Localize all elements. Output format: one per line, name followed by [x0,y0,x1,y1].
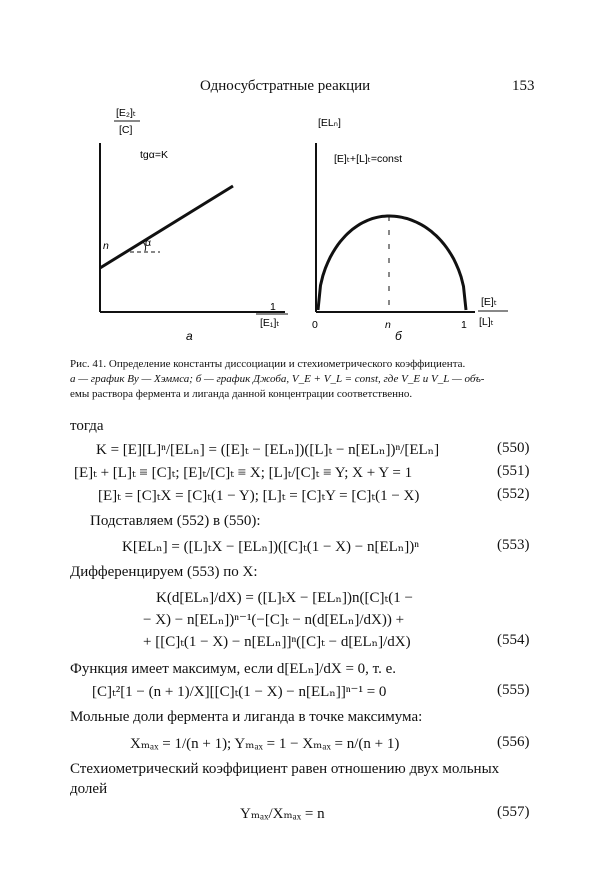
left-xlabel-numerator: 1 [270,301,276,313]
equation-551: [E]ₜ + [L]ₜ ≡ [C]ₜ; [E]ₜ/[C]ₜ ≡ X; [L]ₜ/[C]ₜ ≡ Y; X + Y = 1 [74,465,413,481]
right-panel-label: б [395,329,402,343]
job-plot [312,117,508,343]
equation-553: K[ELₙ] = ([L]ₜX − [ELₙ])([C]ₜ(1 − X) − n[ELₙ])ⁿ [122,539,419,555]
equation-number-550: (550) [497,440,530,456]
equation-554-line-3: + [[C]ₜ(1 − X) − n[ELₙ]]ⁿ([C]ₜ − d[ELₙ]/dX) [143,634,411,650]
left-ylabel-denominator: [C] [119,124,133,136]
equation-557: Yₘₐₓ/Xₘₐₓ = n [240,806,325,822]
job-curve [318,216,466,310]
figure-41 [0,100,600,350]
left-panel-label: а [186,329,193,343]
equation-550: K = [E][L]ⁿ/[ELₙ] = ([E]ₜ − [ELₙ])([L]ₜ − n[ELₙ])ⁿ/[ELₙ] [96,442,440,458]
right-annotation: [E]ₜ+[L]ₜ=const [334,153,403,165]
right-xlabel-denominator: [L]ₜ [479,316,494,328]
right-tick-0: 0 [312,319,318,331]
text-coefficient-line-2: долей [70,781,108,797]
equation-number-551: (551) [497,463,530,479]
equation-554-line-2: − X) − n[ELₙ])ⁿ⁻¹(−[C]ₜ − n(d[ELₙ]/dX)) + [143,612,405,628]
caption-line-3: емы раствора фермента и лиганда данной концентрации соответственно. [70,388,413,400]
equation-556: Xₘₐₓ = 1/(n + 1); Yₘₐₓ = 1 − Xₘₐₓ = n/(n + 1) [130,736,400,752]
right-tick-n: n [385,319,391,331]
page-number: 153 [512,78,535,94]
left-regression-line [100,186,233,268]
equation-555: [C]ₜ²[1 − (n + 1)/X][[C]ₜ(1 − X) − n[ELₙ]]ⁿ⁻¹ = 0 [92,684,387,700]
text-substitute: Подставляем (552) в (550): [90,513,261,529]
left-xlabel-denominator: [E₁]ₜ [260,317,280,329]
text-maximum: Функция имеет максимум, если d[ELₙ]/dX = 0, т. е. [70,661,396,677]
equation-number-552: (552) [497,486,530,502]
text-mole-fractions: Мольные доли фермента и лиганда в точке максимума: [70,709,423,725]
equation-554-line-1: K(d[ELₙ]/dX) = ([L]ₜX − [ELₙ])n([C]ₜ(1 − [156,590,413,606]
text-differentiate: Дифференцируем (553) по X: [70,564,258,580]
equation-552: [E]ₜ = [C]ₜX = [C]ₜ(1 − Y); [L]ₜ = [C]ₜY = [C]ₜ(1 − X) [98,488,420,504]
right-tick-1: 1 [461,319,467,331]
caption-line-1: Рис. 41. Определение константы диссоциации и стехиометрического коэффициента. [70,358,466,370]
right-ylabel: [ELₙ] [318,117,341,129]
wu-hammes-plot [100,107,288,343]
equation-number-554: (554) [497,632,530,648]
equation-number-557: (557) [497,804,530,820]
left-annotation-tg: tgα=K [140,149,168,161]
left-angle-label: α [145,237,152,249]
equation-number-553: (553) [497,537,530,553]
text-coefficient-line-1: Стехиометрический коэффициент равен отношению двух мольных [70,761,500,777]
left-ylabel-numerator: [E₂]ₜ [116,107,137,119]
left-intercept-label: n [103,240,109,252]
text-then: тогда [70,418,104,434]
equation-number-555: (555) [497,682,530,698]
caption-line-2: а — график Ву — Хэммса; б — график Джоба, V_E + V_L = const, где V_E и V_L — объ- [70,373,485,385]
equation-number-556: (556) [497,734,530,750]
running-title: Односубстратные реакции [200,78,371,94]
right-xlabel-numerator: [E]ₜ [481,296,497,308]
figure-caption [70,357,540,402]
